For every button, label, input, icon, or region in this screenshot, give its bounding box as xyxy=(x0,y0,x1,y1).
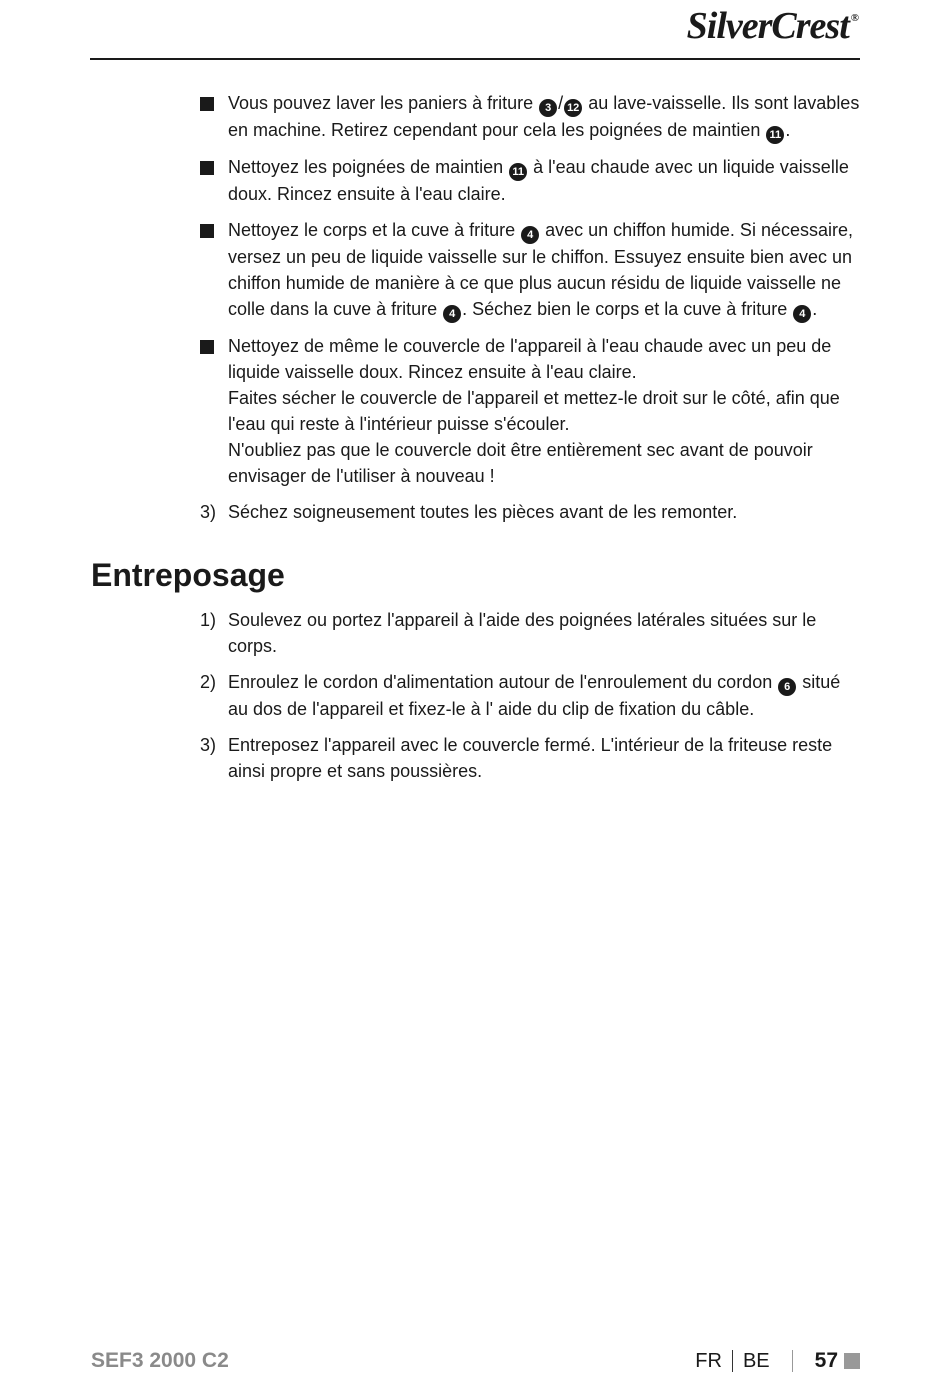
reference-number-badge: 4 xyxy=(793,305,811,323)
step-number: 3) xyxy=(200,735,217,755)
cleaning-item: Nettoyez les poignées de maintien 11 à l'eau chaude avec un liquide vaisselle doux. Rincez ensuite à l'eau claire. xyxy=(228,154,864,207)
page-marker-square xyxy=(844,1353,860,1369)
reference-number-badge: 3 xyxy=(539,99,557,117)
cleaning-step: 3) Séchez soigneusement toutes les pièces avant de les remonter. xyxy=(228,499,864,525)
footer-separator xyxy=(732,1350,733,1372)
reference-number-badge: 12 xyxy=(564,99,582,117)
step-number: 1) xyxy=(200,610,217,630)
bullet-square xyxy=(200,224,214,238)
reference-number-badge: 6 xyxy=(778,678,796,696)
cleaning-item: Nettoyez de même le couvercle de l'appareil à l'eau chaude avec un peu de liquide vaisselle doux. Rincez ensuite à l'eau claire. Faites sécher le couvercle de l'appareil et mettez-le droit sur le côté, afin que l'eau qui reste à l'intérieur puisse s'écouler. N'oubliez pas que le couvercle doit être entièrement sec avant de pouvoir envisager de l'utiliser à nouveau ! xyxy=(228,333,864,489)
step-number: 3) xyxy=(200,502,217,522)
reference-number-badge: 11 xyxy=(509,163,527,181)
bullet-square xyxy=(200,97,214,111)
bullet-square xyxy=(200,340,214,354)
bullet-square xyxy=(200,161,214,175)
page-content xyxy=(0,90,950,794)
storage-step: 3) Entreposez l'appareil avec le couvercle fermé. L'intérieur de la friteuse reste ainsi propre et sans poussières. xyxy=(228,732,864,784)
storage-step: 2) Enroulez le cordon d'alimentation autour de l'enroulement du cordon 6 situé au dos de l'appareil et fixez-le à l' aide du clip de fixation du câble. xyxy=(228,669,864,722)
reference-number-badge: 4 xyxy=(443,305,461,323)
header-rule xyxy=(90,58,860,60)
cleaning-item: Vous pouvez laver les paniers à friture 3 / 12 au lave-vaisselle. Ils sont lavables en machine. Retirez cependant pour cela les poignées de maintien 11 . xyxy=(228,90,864,144)
brand-logo: SilverCrest ® xyxy=(686,5,858,47)
footer-model: SEF3 2000 C2 xyxy=(91,1349,229,1372)
page-number: 57 xyxy=(814,1349,838,1372)
footer-page-info xyxy=(695,1349,860,1373)
footer-lang-be: BE xyxy=(742,1349,770,1372)
storage-step: 1) Soulevez ou portez l'appareil à l'aide des poignées latérales situées sur le corps. xyxy=(228,607,864,659)
footer-lang-fr: FR xyxy=(695,1349,722,1372)
footer-separator xyxy=(792,1350,793,1372)
step-number: 2) xyxy=(200,672,217,692)
cleaning-item: Nettoyez le corps et la cuve à friture 4 avec un chiffon humide. Si nécessaire, versez un peu de liquide vaisselle sur le chiffon. Essuyez ensuite bien avec un chiffon humide de manière à ce que plus aucun résidu de liquide vaisselle ne colle dans la cuve à friture 4 . Séchez bien le corps et la cuve à friture 4 . xyxy=(228,217,864,323)
reference-number-badge: 11 xyxy=(766,126,784,144)
reference-number-badge: 4 xyxy=(521,226,539,244)
section-title: Entreposage xyxy=(91,557,285,593)
